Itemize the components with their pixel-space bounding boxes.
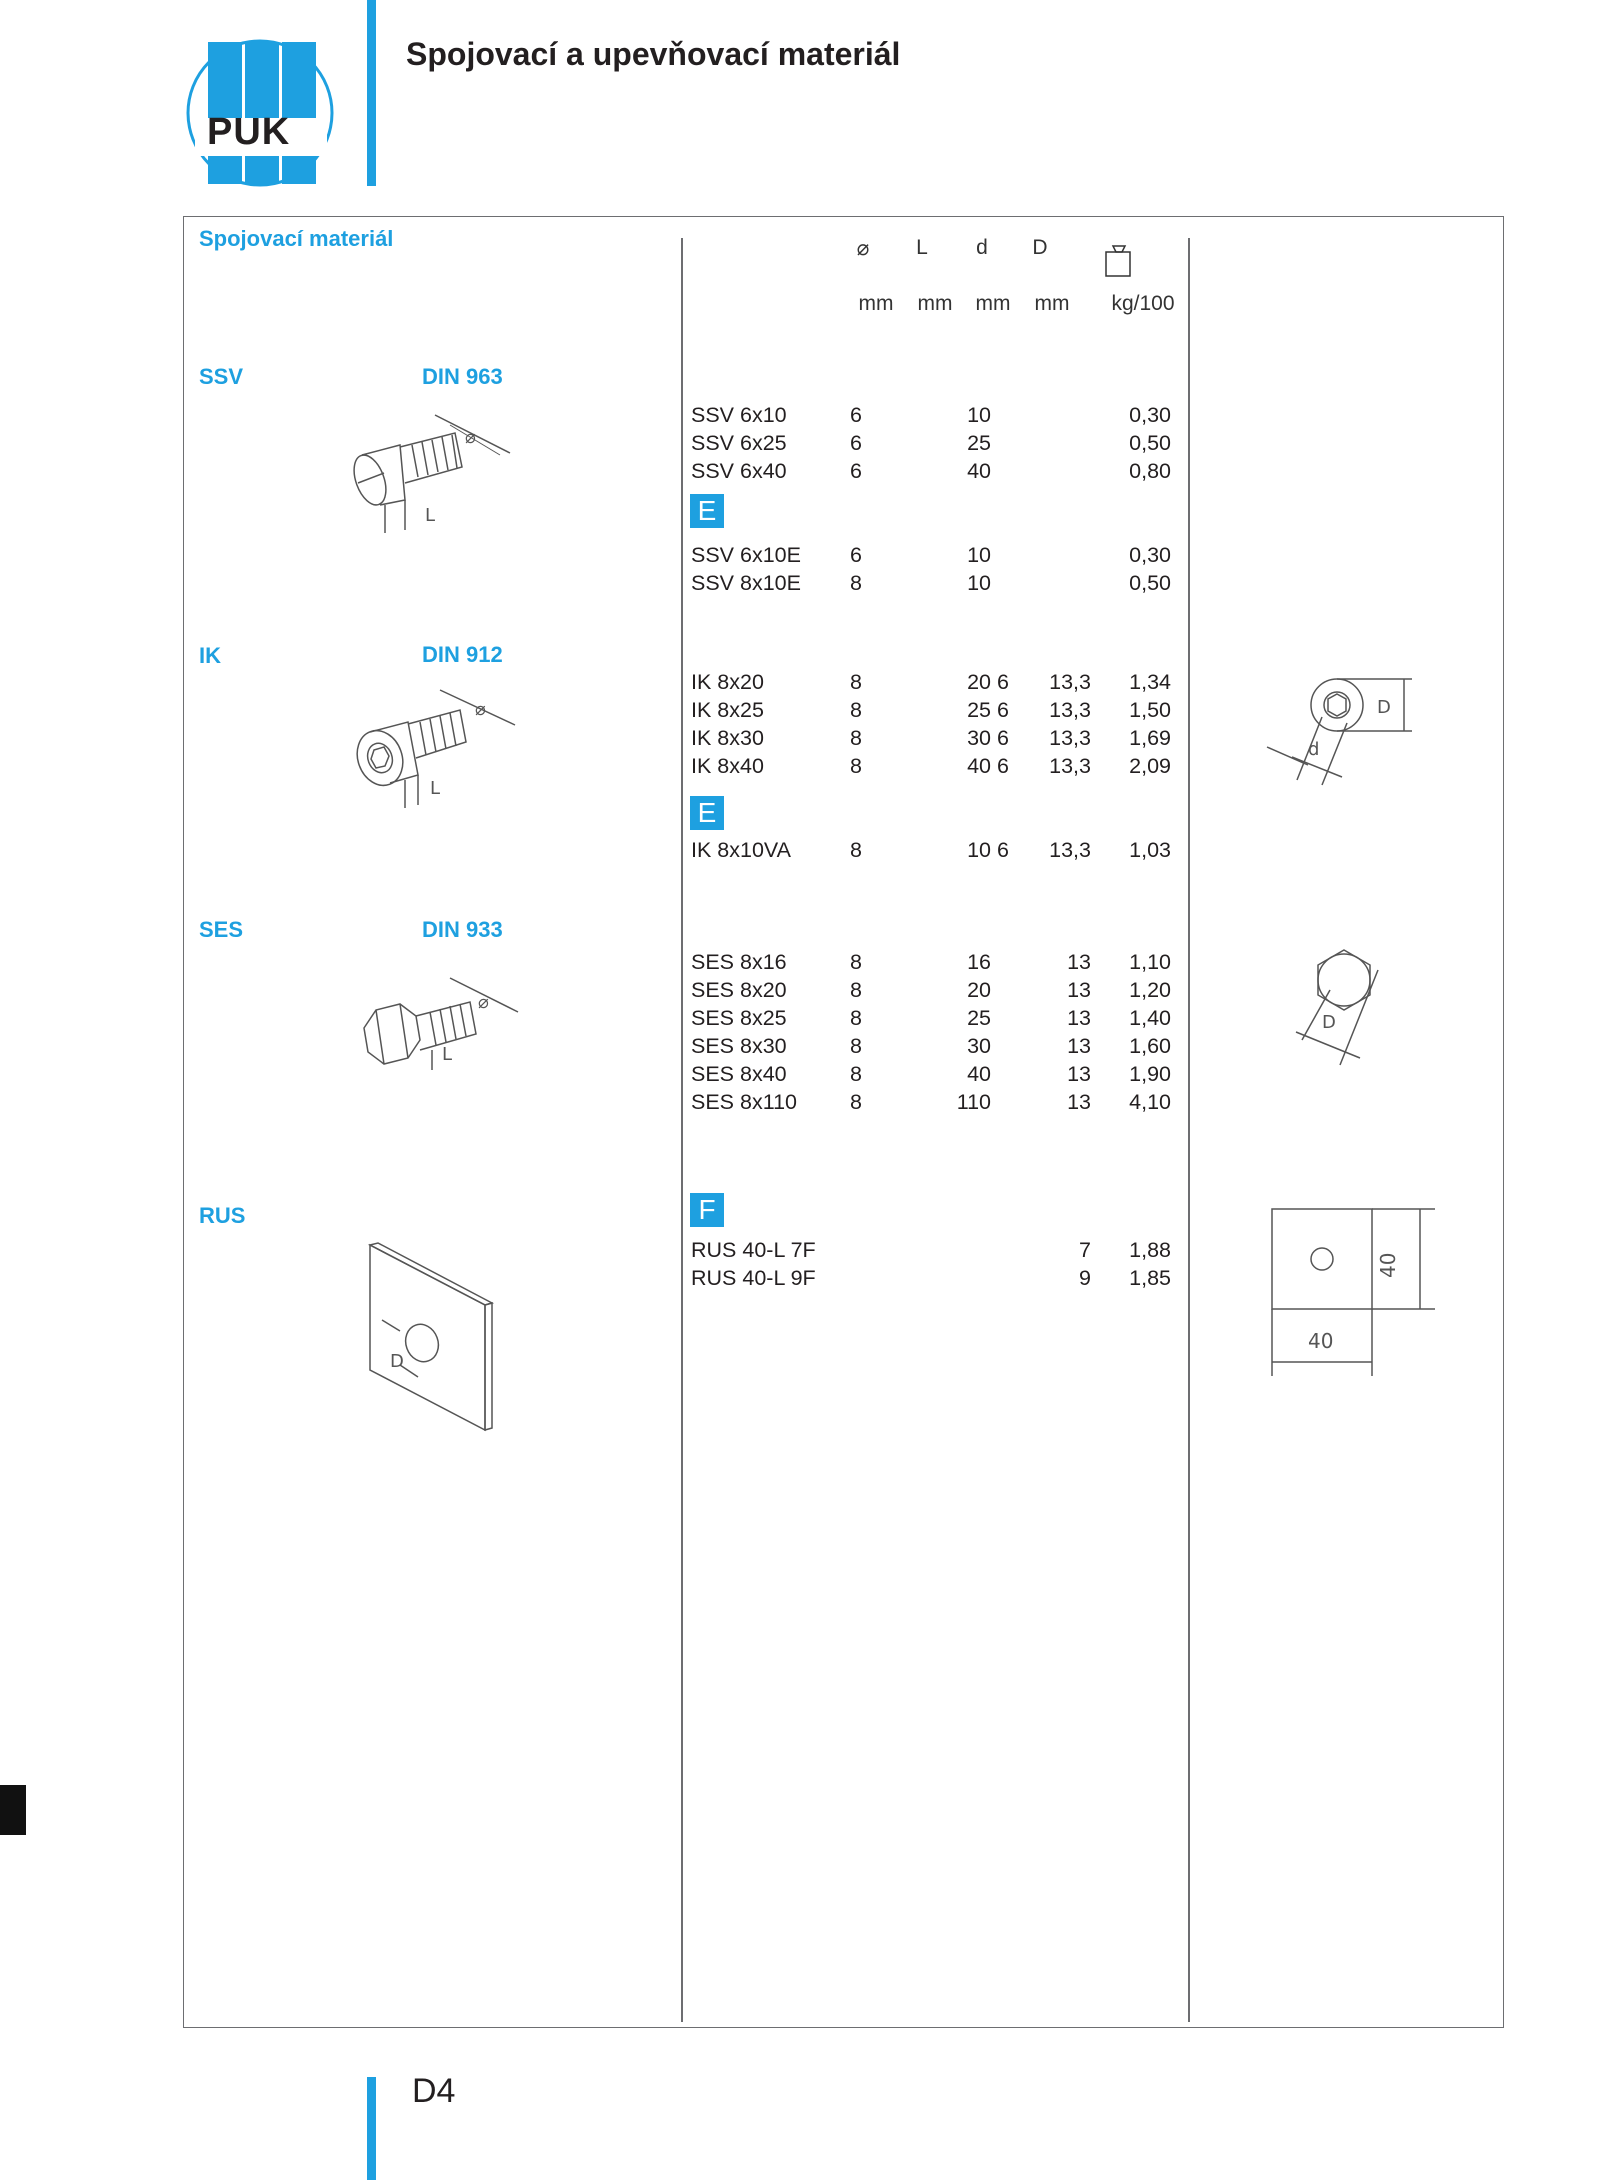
group-label-ses: SES <box>199 917 244 942</box>
ik-D-label: D <box>1377 697 1391 718</box>
unit-D: mm <box>1034 292 1070 315</box>
ses-hex-view-drawing <box>1282 940 1412 1075</box>
header-D: D <box>1032 236 1048 259</box>
header-dia: ⌀ <box>856 237 870 260</box>
page-number: D4 <box>412 2072 456 2110</box>
ses-dia-label: ⌀ <box>478 992 489 1013</box>
ik-L-label: L <box>430 778 441 799</box>
weight-icon <box>1103 238 1135 283</box>
ses-D-label: D <box>1322 1012 1336 1033</box>
group-standard-ik: DIN 912 <box>422 642 503 667</box>
unit-L: mm <box>917 292 953 315</box>
group-standard-ses: DIN 933 <box>422 917 503 942</box>
group-label-rus: RUS <box>199 1203 246 1228</box>
ssv-dia-label: ⌀ <box>465 427 476 448</box>
unit-kg: kg/100 <box>1111 292 1175 315</box>
footer-accent-bar <box>367 2077 376 2180</box>
ik-d-label: d <box>1308 739 1320 760</box>
section-tab-marker <box>0 1785 26 1835</box>
ses-L-label: L <box>442 1044 453 1065</box>
ik-screw-drawing <box>340 680 530 815</box>
ik-dia-label: ⌀ <box>475 699 486 720</box>
unit-d: mm <box>975 292 1011 315</box>
group-label-ik: IK <box>199 643 221 668</box>
section-title: Spojovací materiál <box>199 226 394 251</box>
badge-e: E <box>690 796 724 830</box>
ssv-screw-drawing <box>340 405 530 550</box>
puk-logo <box>185 38 335 188</box>
rus-height-label: 40 <box>1376 1252 1400 1278</box>
unit-dia: mm <box>858 292 894 315</box>
group-standard-ssv: DIN 963 <box>422 364 503 389</box>
column-divider-right <box>1188 238 1190 2022</box>
group-label-ssv: SSV <box>199 364 244 389</box>
header-accent-bar <box>367 0 376 186</box>
badge-e: E <box>690 494 724 528</box>
ses-bolt-drawing <box>350 970 530 1095</box>
rus-D-label: D <box>390 1351 404 1372</box>
header-L: L <box>916 236 928 259</box>
ssv-L-label: L <box>425 505 436 526</box>
ik-head-view-drawing <box>1262 665 1432 800</box>
page-title: Spojovací a upevňovací materiál <box>406 36 901 72</box>
badge-f: F <box>690 1193 724 1227</box>
rus-plate-drawing <box>360 1235 500 1440</box>
header-d: d <box>976 236 988 259</box>
column-divider-left <box>681 238 683 2022</box>
rus-width-label: 40 <box>1308 1329 1334 1353</box>
logo-text: PUK <box>207 111 291 153</box>
rus-square-view-drawing <box>1265 1200 1445 1385</box>
